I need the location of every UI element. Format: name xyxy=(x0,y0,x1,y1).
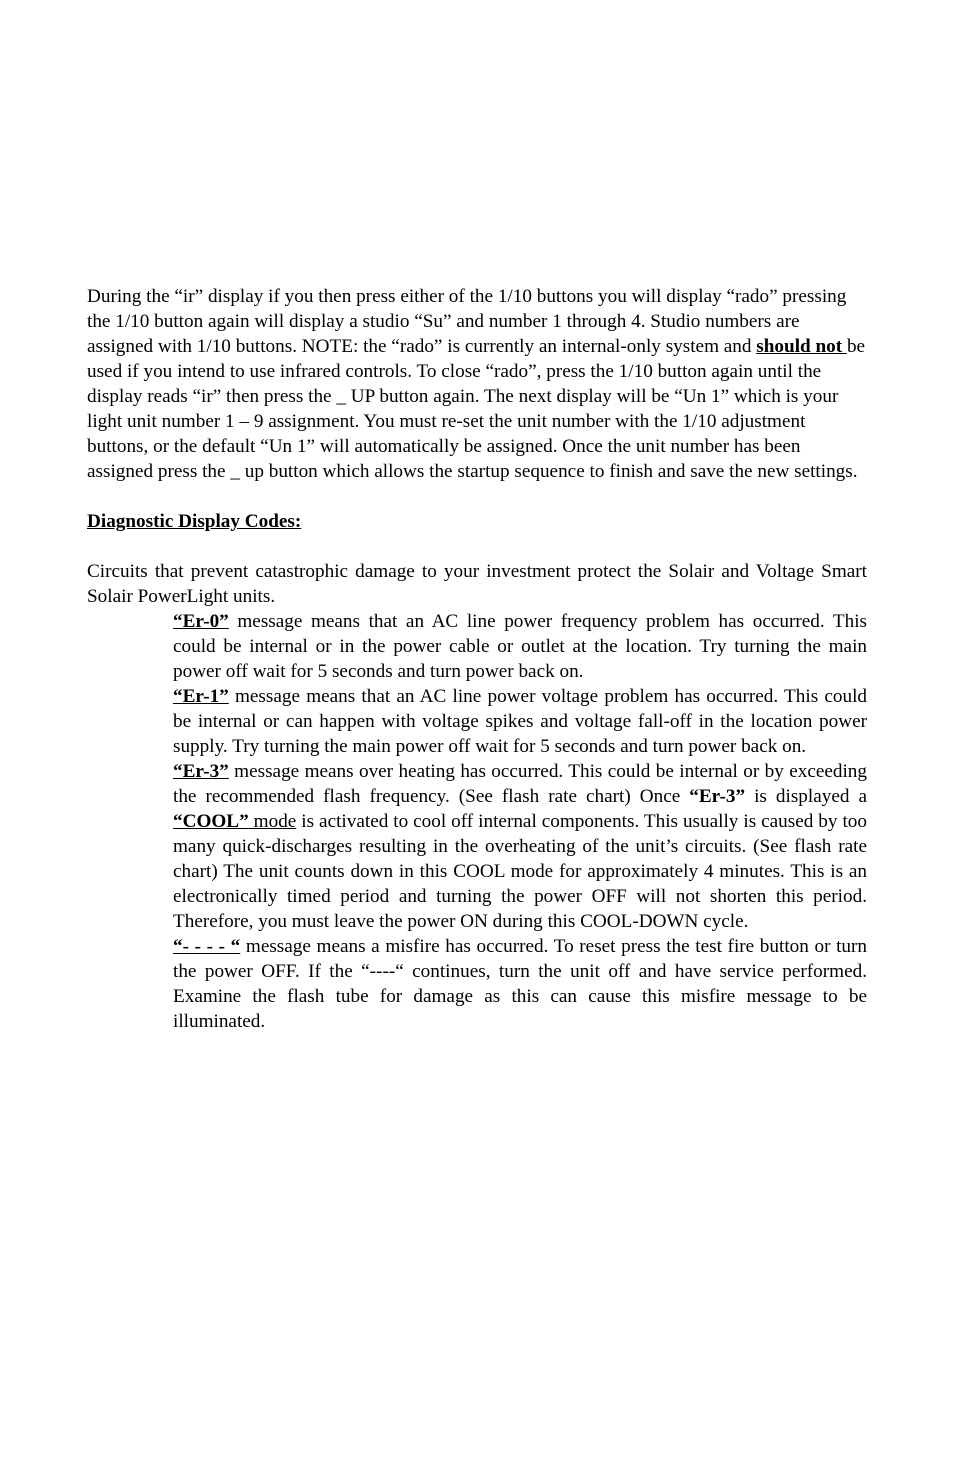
code-desc-er3-c: is activated to cool off internal components. This usually is caused by too many quick-discharges resulting in the overheating of the unit’s circuits. (See flash rate chart) The unit counts down in this COOL mode for approximately 4 minutes. This is an electronically timed period and turning the power OFF will not shorten this period. Therefore, you must leave the power ON during this COOL-DOWN cycle. xyxy=(173,811,867,932)
spacer xyxy=(87,484,867,509)
code-er1 xyxy=(173,684,867,759)
intro-emphasis: should not xyxy=(756,336,847,357)
code-desc-er3-a: message means over heating has occurred. This could be internal or by exceeding the recommended flash frequency. (See flash rate chart) Once xyxy=(173,761,867,807)
intro-text-a: During the “ir” display if you then press either of the 1/10 buttons you will display “rado” pressing the 1/10 button again will display a studio “Su” and number 1 through 4. Studio numbers are assigned with 1/10 buttons. NOTE: the “rado” is currently an internal-only system and xyxy=(87,286,847,357)
spacer xyxy=(87,534,867,559)
code-er3 xyxy=(173,759,867,934)
code-inline-er3: “Er-3” xyxy=(689,786,746,807)
cool-mode-word: mode xyxy=(248,811,297,832)
code-misfire xyxy=(173,934,867,1034)
code-desc-misfire: message means a misfire has occurred. To reset press the test fire button or turn the power OFF. If the “----“ continues, turn the unit off and have service performed. Examine the flash tube for damage as this can cause this misfire message to be illuminated. xyxy=(173,936,867,1032)
diagnostic-codes-list xyxy=(173,609,867,1034)
code-label-er1: “Er-1” xyxy=(173,686,229,707)
lead-paragraph: Circuits that prevent catastrophic damage to your investment protect the Solair and Voltage Smart Solair PowerLight units. xyxy=(87,561,867,607)
code-label-misfire: “- - - - “ xyxy=(173,936,241,957)
code-er0 xyxy=(173,609,867,684)
document-page xyxy=(87,284,867,1034)
intro-paragraph xyxy=(87,284,867,484)
section-heading: Diagnostic Display Codes: xyxy=(87,511,302,532)
code-desc-er3-b: is displayed a xyxy=(745,786,867,807)
code-label-er0: “Er-0” xyxy=(173,611,229,632)
code-desc-er0: message means that an AC line power frequency problem has occurred. This could be internal or in the power cable or outlet at the location. Try turning the main power off wait for 5 seconds and turn power back on. xyxy=(173,611,867,682)
intro-text-b: be used if you intend to use infrared controls. To close “rado”, press the 1/10 button again until the display reads “ir” then press the _ UP button again. The next display will be “Un 1” which is your light unit number 1 – 9 assignment. You must re-set the unit number with the 1/10 adjustment buttons, or the default “Un 1” will automatically be assigned. Once the unit number has been assigned press the _ up button which allows the startup sequence to finish and save the new settings. xyxy=(87,336,866,482)
cool-label: “COOL” xyxy=(173,811,249,832)
code-desc-er1: message means that an AC line power voltage problem has occurred. This could be internal or can happen with voltage spikes and voltage fall-off in the location power supply. Try turning the main power off wait for 5 seconds and turn power back on. xyxy=(173,686,867,757)
code-label-er3: “Er-3” xyxy=(173,761,229,782)
